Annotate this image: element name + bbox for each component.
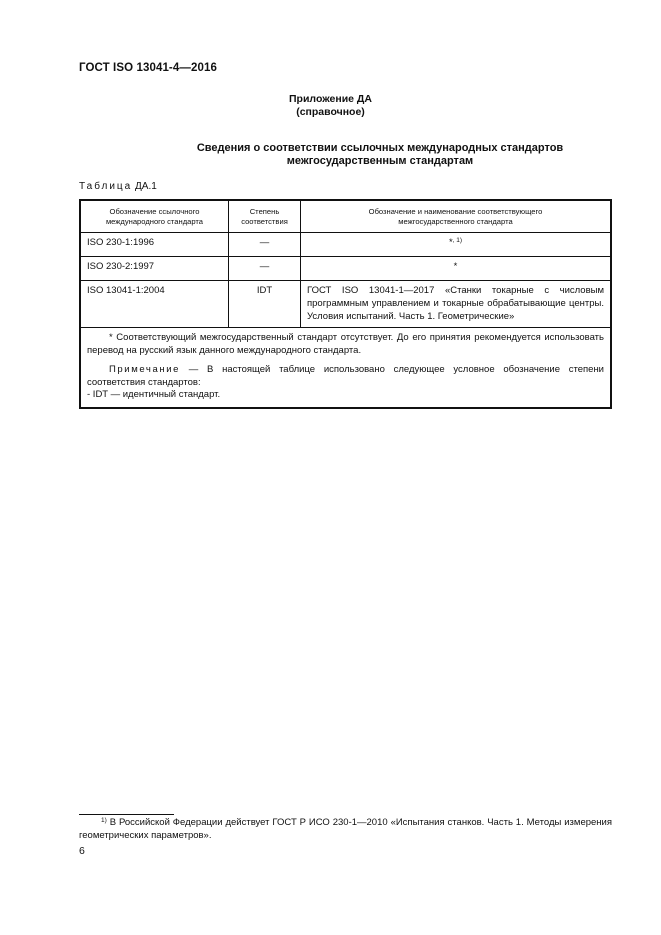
row-degree: — xyxy=(229,233,301,257)
table-label-number: ДА.1 xyxy=(135,181,157,192)
row-standard-mark: * xyxy=(448,237,453,248)
header-ref-standard xyxy=(80,200,229,233)
table-label-prefix: Таблица xyxy=(79,181,133,192)
correspondence-table xyxy=(79,199,612,409)
footnote xyxy=(79,817,612,842)
table-label xyxy=(79,181,157,192)
row-ref: ISO 13041-1:2004 xyxy=(80,281,229,328)
header-ref-line2: международного стандарта xyxy=(105,216,204,226)
note-paragraph xyxy=(87,364,604,389)
note-absent-standard: * Соответствующий межгосударственный стандарт отсутствует. До его принятия рекомендуется использовать перевод на русский язык данного международного стандарта. xyxy=(87,332,604,356)
row-standard: ГОСТ ISO 13041-1—2017 «Станки токарные с числовым программным управлением и токарные обрабатывающие центры. Условия испытаний. Часть 1. Геометрические» xyxy=(301,281,612,328)
table-row xyxy=(80,257,611,281)
row-degree: IDT xyxy=(229,281,301,328)
page-number: 6 xyxy=(79,845,85,857)
section-title-line1: Сведения о соответствии ссылочных международных стандартов xyxy=(196,142,564,154)
table-row xyxy=(80,233,611,257)
table-notes-row xyxy=(80,328,611,408)
row-standard xyxy=(301,233,612,257)
footnote-marker: 1) xyxy=(101,817,107,824)
appendix-subtitle: (справочное) xyxy=(296,106,365,118)
appendix-title: Приложение ДА xyxy=(289,93,372,105)
section-title-line2: межгосударственным стандартам xyxy=(286,155,474,167)
row-ref: ISO 230-1:1996 xyxy=(80,233,229,257)
row-degree: — xyxy=(229,257,301,281)
document-code: ГОСТ ISO 13041-4—2016 xyxy=(79,62,217,74)
header-degree xyxy=(229,200,301,233)
note-item: - IDT — идентичный стандарт. xyxy=(87,389,221,400)
table-header-row xyxy=(80,200,611,233)
note-text: — В настоящей таблице использовано следующее условное обозначение степени соответствия стандартов: xyxy=(87,364,604,388)
appendix-heading xyxy=(0,93,661,119)
table-row xyxy=(80,281,611,328)
header-degree-line1: Степень xyxy=(249,206,280,216)
header-interstate-line2: межгосударственного стандарта xyxy=(398,216,513,226)
header-interstate-standard xyxy=(301,200,612,233)
footnote-text: В Российской Федерации действует ГОСТ Р ИСО 230-1—2010 «Испытания станков. Часть 1. Методы измерения геометрических параметров». xyxy=(79,817,612,841)
row-standard: * xyxy=(301,257,612,281)
section-title xyxy=(130,142,630,168)
row-standard-footnote-ref: , 1) xyxy=(452,237,463,244)
header-ref-line1: Обозначение ссылочного xyxy=(109,206,200,216)
row-ref: ISO 230-2:1997 xyxy=(80,257,229,281)
table-notes xyxy=(80,328,611,408)
header-interstate-line1: Обозначение и наименование соответствующего xyxy=(368,206,543,216)
footnote-separator xyxy=(79,814,174,815)
header-degree-line2: соответствия xyxy=(241,216,288,226)
note-label: Примечание xyxy=(109,364,180,375)
